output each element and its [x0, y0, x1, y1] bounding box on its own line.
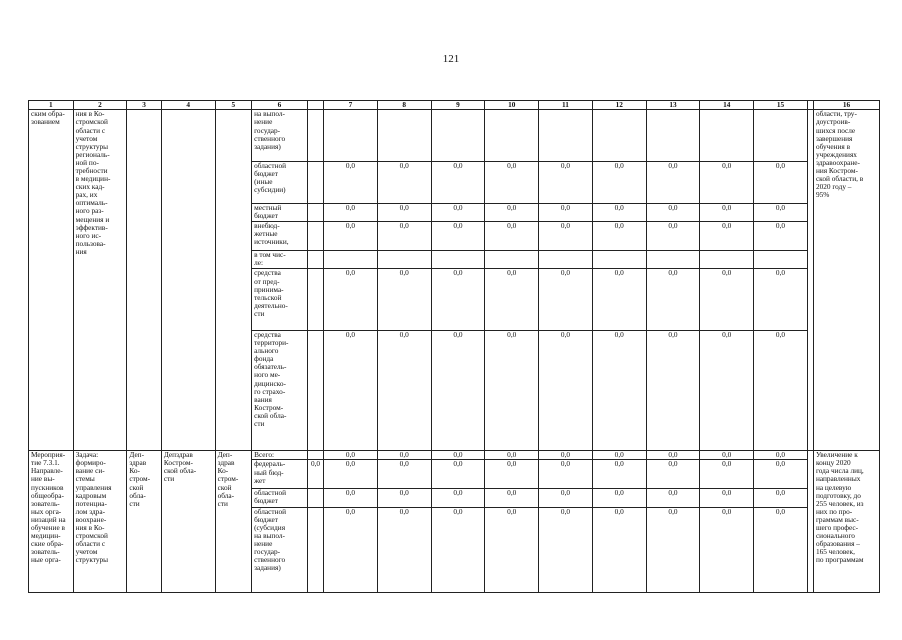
value-cell [307, 451, 323, 460]
value-cell: 0,0 [485, 222, 539, 251]
funding-source-label: местный бюджет [252, 203, 308, 221]
value-cell: 0,0 [700, 489, 754, 507]
value-cell: 0,0 [485, 331, 539, 451]
funding-source-label: средства территори- ального фонда обязатель- ного ме- дицинско- го страхо- вания Костром- ской обла- сти [252, 331, 308, 451]
value-cell: 0,0 [539, 269, 593, 331]
value-cell [754, 250, 808, 268]
value-cell: 0,0 [324, 451, 378, 460]
value-cell [324, 110, 378, 161]
value-cell: 0,0 [700, 331, 754, 451]
column-header: 8 [377, 101, 431, 110]
value-cell [307, 507, 323, 592]
value-cell: 0,0 [754, 222, 808, 251]
value-cell [377, 110, 431, 161]
result-cell: Увеличение к концу 2020 года числа лиц, направленных на целевую подготовку, до 255 человек, из них по про- граммам выс- шего профес- сионального образования – 165 человек, по программам [813, 451, 879, 593]
value-cell: 0,0 [377, 222, 431, 251]
value-cell: 0,0 [592, 460, 646, 489]
value-cell: 0,0 [324, 269, 378, 331]
value-cell: 0,0 [754, 331, 808, 451]
value-cell: 0,0 [485, 161, 539, 203]
value-cell: 0,0 [431, 222, 485, 251]
activity-cell: Мероприя- тие 7.3.1. Направле- ние вы- пускников общеобра- зователь- ных орга- низаций на обучение в медицин- ские обра- зователь- ные орга- [29, 451, 74, 593]
value-cell: 0,0 [592, 489, 646, 507]
value-cell [646, 250, 700, 268]
empty-cell [127, 110, 161, 451]
value-cell: 0,0 [646, 269, 700, 331]
column-header: 16 [813, 101, 879, 110]
value-cell: 0,0 [754, 161, 808, 203]
value-cell: 0,0 [592, 451, 646, 460]
value-cell: 0,0 [754, 489, 808, 507]
task-cell: ния в Ко- стромской области с учетом структуры региональ- ной по- требности в медицин- ских кад- рах, их оптималь- ного раз- мещения и эффектив- ного ис- пользова- ния [73, 110, 127, 451]
value-cell: 0,0 [431, 451, 485, 460]
column-header: 1 [29, 101, 74, 110]
value-cell: 0,0 [700, 203, 754, 221]
value-cell: 0,0 [539, 203, 593, 221]
value-cell [485, 250, 539, 268]
header-row [29, 101, 880, 110]
value-cell: 0,0 [646, 460, 700, 489]
funding-source-label: в том чис- ле: [252, 250, 308, 268]
value-cell: 0,0 [539, 331, 593, 451]
value-cell: 0,0 [592, 222, 646, 251]
column-header: 6 [252, 101, 308, 110]
column-header: 5 [215, 101, 252, 110]
column-header: 3 [127, 101, 161, 110]
empty-cell [307, 110, 323, 161]
value-cell: 0,0 [377, 203, 431, 221]
value-cell: 0,0 [431, 507, 485, 592]
budget-table [28, 100, 880, 593]
value-cell [592, 250, 646, 268]
value-cell: 0,0 [431, 331, 485, 451]
value-cell: 0,0 [485, 460, 539, 489]
column-header: 13 [646, 101, 700, 110]
funding-source-label: средства от пред- принима- тельской деятельно- сти [252, 269, 308, 331]
value-cell: 0,0 [754, 203, 808, 221]
empty-cell [161, 110, 215, 451]
value-cell: 0,0 [539, 507, 593, 592]
value-cell: 0,0 [377, 507, 431, 592]
value-cell [700, 110, 754, 161]
table-row [29, 110, 880, 161]
value-cell: 0,0 [646, 451, 700, 460]
value-cell [485, 110, 539, 161]
value-cell: 0,0 [700, 507, 754, 592]
result-cell: области, тру- доустроив- шихся после завершения обучения в учреждениях здравоохране- ния Костром- ской области, в 2020 году – 95% [813, 110, 879, 451]
value-cell: 0,0 [754, 451, 808, 460]
customer-cell: Деп- здрав Ко- стром- ской обла- сти [215, 451, 252, 593]
value-cell: 0,0 [377, 269, 431, 331]
value-cell: 0,0 [324, 507, 378, 592]
funding-source-label: областной бюджет (субсидия на выпол- нение государ- ственного задания) [252, 507, 308, 592]
value-cell: 0,0 [377, 331, 431, 451]
value-cell: 0,0 [431, 203, 485, 221]
value-cell [431, 250, 485, 268]
column-header: 4 [161, 101, 215, 110]
empty-cell [307, 331, 323, 451]
value-cell: 0,0 [700, 222, 754, 251]
value-cell: 0,0 [646, 489, 700, 507]
value-cell: 0,0 [485, 451, 539, 460]
column-header: 12 [592, 101, 646, 110]
column-header: 10 [485, 101, 539, 110]
empty-cell [307, 203, 323, 221]
value-cell: 0,0 [592, 331, 646, 451]
value-cell: 0,0 [485, 269, 539, 331]
value-cell: 0,0 [324, 489, 378, 507]
value-cell [539, 110, 593, 161]
value-cell [324, 250, 378, 268]
value-cell: 0,0 [646, 161, 700, 203]
empty-cell [215, 110, 252, 451]
value-cell: 0,0 [646, 222, 700, 251]
funding-source-label: федераль- ный бюд- жет [252, 460, 308, 489]
column-header: 2 [73, 101, 127, 110]
value-cell: 0,0 [539, 460, 593, 489]
value-cell: 0,0 [324, 222, 378, 251]
value-cell: 0,0 [431, 269, 485, 331]
value-cell: 0,0 [754, 507, 808, 592]
value-cell: 0,0 [700, 460, 754, 489]
table-row [29, 451, 880, 460]
value-cell: 0,0 [539, 451, 593, 460]
task-cell: Задача: формиро- вание си- стемы управления кадровым потенциа- лом здра- воохране- ния в Ко- стромской области с учетом структуры [73, 451, 127, 593]
value-cell [754, 110, 808, 161]
value-cell [539, 250, 593, 268]
value-cell: 0,0 [324, 203, 378, 221]
empty-cell [307, 222, 323, 251]
value-cell: 0,0 [592, 203, 646, 221]
value-cell: 0,0 [539, 489, 593, 507]
value-cell: 0,0 [539, 161, 593, 203]
empty-cell [307, 250, 323, 268]
value-cell [646, 110, 700, 161]
value-cell: 0,0 [646, 331, 700, 451]
value-cell: 0,0 [754, 460, 808, 489]
column-header: 7 [324, 101, 378, 110]
value-cell: 0,0 [324, 161, 378, 203]
column-header [307, 101, 323, 110]
value-cell: 0,0 [324, 460, 378, 489]
empty-cell [307, 269, 323, 331]
page-number: 121 [442, 53, 460, 65]
value-cell: 0,0 [377, 161, 431, 203]
value-cell [700, 250, 754, 268]
column-header: 9 [431, 101, 485, 110]
value-cell: 0,0 [324, 331, 378, 451]
value-cell: 0,0 [754, 269, 808, 331]
value-cell [431, 110, 485, 161]
value-cell: 0,0 [646, 507, 700, 592]
value-cell: 0,0 [485, 203, 539, 221]
value-cell: 0,0 [307, 460, 323, 489]
value-cell: 0,0 [592, 161, 646, 203]
executor-cell: Деп- здрав Ко- стром- ской обла- сти [127, 451, 161, 593]
value-cell [377, 250, 431, 268]
column-header: 15 [754, 101, 808, 110]
coexecutor-cell: Депздрав Костром- ской обла- сти [161, 451, 215, 593]
value-cell: 0,0 [700, 451, 754, 460]
value-cell: 0,0 [377, 489, 431, 507]
value-cell: 0,0 [700, 269, 754, 331]
value-cell: 0,0 [539, 222, 593, 251]
value-cell: 0,0 [377, 451, 431, 460]
value-cell: 0,0 [485, 507, 539, 592]
value-cell: 0,0 [592, 507, 646, 592]
empty-cell [307, 161, 323, 203]
value-cell: 0,0 [377, 460, 431, 489]
value-cell: 0,0 [431, 161, 485, 203]
funding-source-label: областной бюджет (иные субсидии) [252, 161, 308, 203]
funding-source-label: на выпол- нение государ- ственного задания) [252, 110, 308, 161]
funding-source-label: внебюд- жетные источники, [252, 222, 308, 251]
value-cell: 0,0 [700, 161, 754, 203]
funding-source-label: областной бюджет [252, 489, 308, 507]
column-header: 11 [539, 101, 593, 110]
value-cell: 0,0 [431, 460, 485, 489]
column-header: 14 [700, 101, 754, 110]
value-cell: 0,0 [592, 269, 646, 331]
value-cell [307, 489, 323, 507]
value-cell: 0,0 [485, 489, 539, 507]
value-cell: 0,0 [646, 203, 700, 221]
funding-source-label: Всего: [252, 451, 308, 460]
value-cell [592, 110, 646, 161]
value-cell: 0,0 [431, 489, 485, 507]
activity-cell: ским обра- зованием [29, 110, 74, 451]
